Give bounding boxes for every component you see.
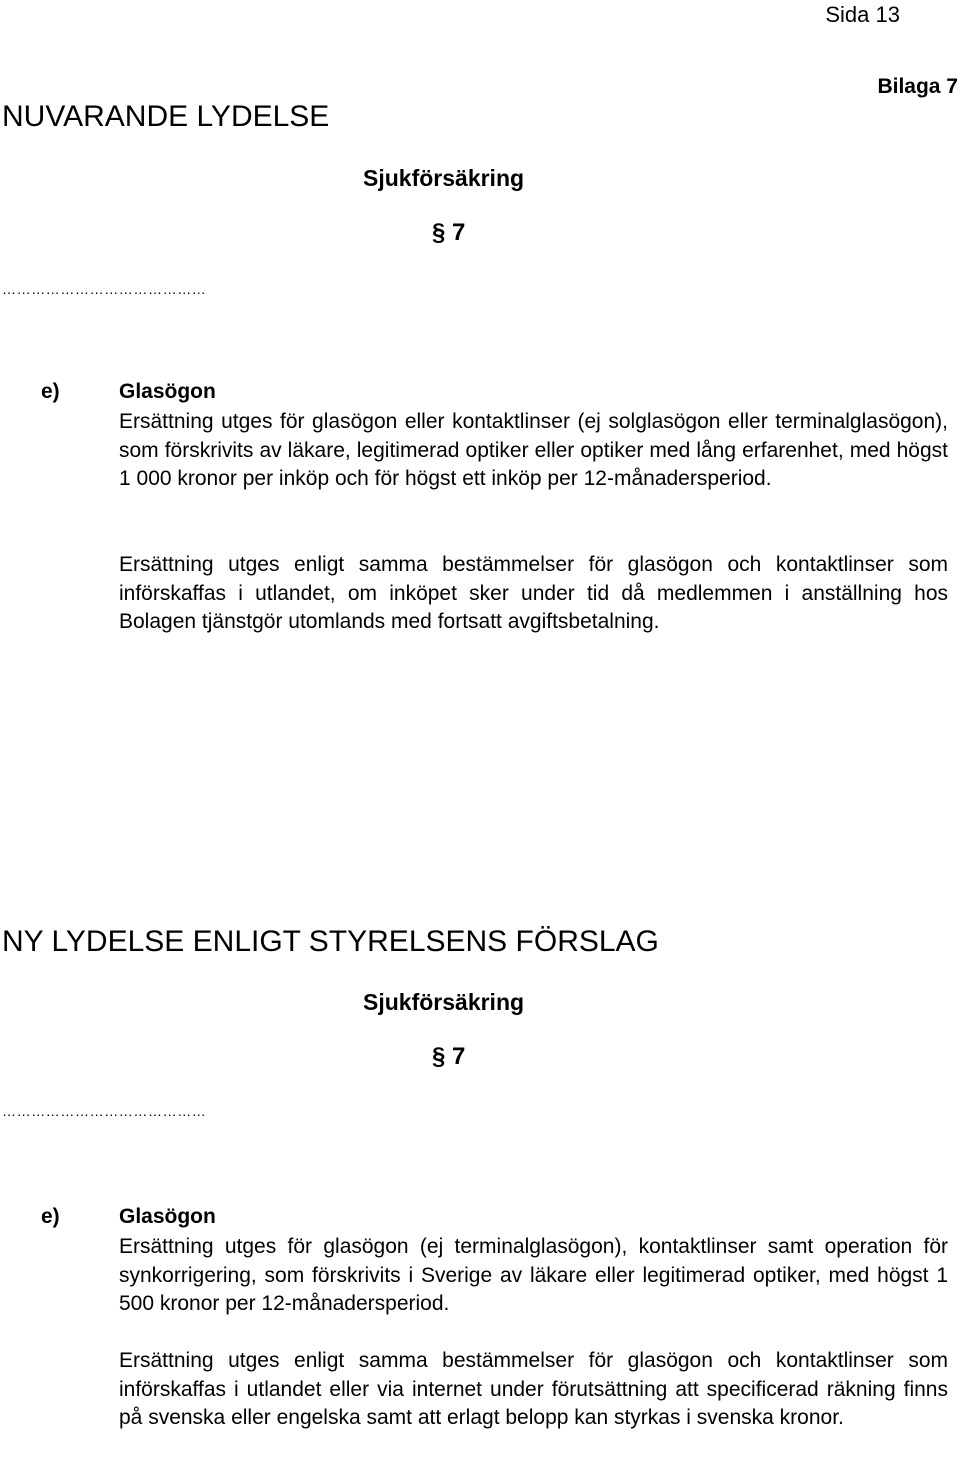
proposed-wording-heading: NY LYDELSE ENLIGT STYRELSENS FÖRSLAG (2, 925, 659, 958)
proposed-item-letter: e) (41, 1205, 60, 1228)
current-wording-heading: NUVARANDE LYDELSE (2, 100, 330, 133)
current-subject-title: Sjukförsäkring (363, 165, 525, 191)
current-omission-ellipsis: …………………………………… (2, 281, 207, 297)
current-item-letter: e) (41, 380, 60, 403)
proposed-omission-ellipsis: …………………………………… (2, 1103, 207, 1119)
current-paragraph-mark: § 7 (432, 219, 466, 246)
annex-label: Bilaga 7 (877, 75, 958, 98)
proposed-subject-title: Sjukförsäkring (363, 989, 525, 1015)
proposed-paragraph-1: Ersättning utges för glasögon (ej terminalglasögon), kontaktlinser samt operation för synkorrigering, som förskrivits i Sverige av läkare eller legitimerad optiker, med högst 1 500 kronor per 12-månadersperiod. (119, 1235, 948, 1316)
page-number: Sida 13 (825, 2, 900, 27)
proposed-paragraph-mark: § 7 (432, 1043, 466, 1070)
current-paragraph-1: Ersättning utges för glasögon eller kontaktlinser (ej solglasögon eller terminalglasögon), som förskrivits av läkare, legitimerad optiker eller optiker med lång erfarenhet, med högst 1 000 kronor per inköp och för högst ett inköp per 12-månadersperiod. (119, 410, 948, 491)
proposed-paragraph-2: Ersättning utges enligt samma bestämmelser för glasögon och kontaktlinser som införskaffas i utlandet eller via internet under förutsättning att specificerad räkning finns på svenska eller engelska samt att erlagt belopp kan styrkas i svenska kronor. (119, 1349, 948, 1430)
current-paragraph-2: Ersättning utges enligt samma bestämmelser för glasögon och kontaktlinser som införskaffas i utlandet, om inköpet sker under tid då medlemmen i anställning hos Bolagen tjänstgör utomlands med fortsatt avgiftsbetalning. (119, 553, 948, 634)
current-item-title: Glasögon (119, 380, 216, 403)
proposed-item-title: Glasögon (119, 1205, 216, 1228)
